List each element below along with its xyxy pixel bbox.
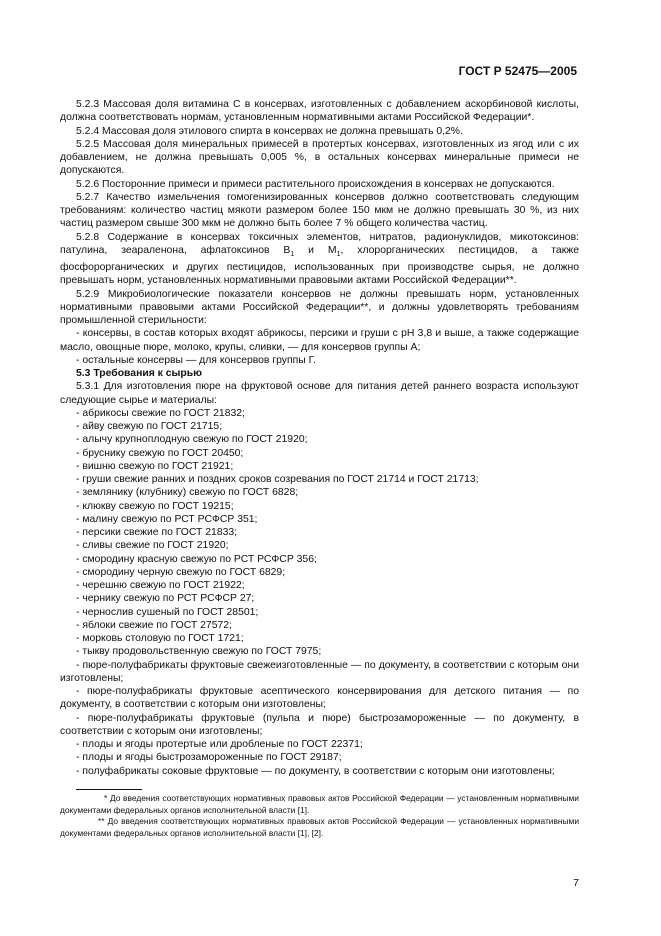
paragraph-5-2-7: 5.2.7 Качество измельчения гомогенизированных консервов должно соответствовать следующим требованиям: количество частиц мякоти размером более 150 мкм не должно превышать 30 %, из них частиц размером свыше 300 мкм не должно быть более 7 % общего количества частиц. — [60, 191, 579, 230]
list-item: - вишню свежую по ГОСТ 21921; — [76, 460, 234, 472]
list-item: - пюре-полуфабрикаты фруктовые асептического консервирования для детского питания — по документу, в соответствии с которым они изготовлены; — [60, 686, 579, 711]
list-item: - черешню свежую по ГОСТ 21922; — [76, 580, 245, 592]
p528-text-a: 5.2.8 Содержание в консервах токсичных элементов, нитратов, радионуклидов, микотоксинов: патулина, зеараленона, афлатоксинов B — [60, 231, 579, 256]
list-item: - морковь столовую по ГОСТ 1721; — [76, 633, 244, 645]
list-item: - смородину черную свежую по ГОСТ 6829; — [76, 566, 286, 578]
paragraph-5-2-8 — [60, 231, 579, 288]
list-item: - чернослив сушеный по ГОСТ 28501; — [76, 606, 259, 618]
list-item: - пюре-полуфабрикаты фруктовые (пульпа и пюре) быстрозамороженные — по документу, в соответствии с которым они изготовлены; — [60, 712, 579, 737]
footnote-2: ** До введения соответствующих нормативных правовых актов Российской Федерации — установленных нормативными документами федеральных органов исполнительной власти [1], [2]. — [60, 816, 579, 838]
paragraph-5-3-1: 5.3.1 Для изготовления пюре на фруктовой основе для питания детей раннего возраста используют следующие сырье и материалы: — [60, 381, 579, 406]
list-item: - алычу крупноплодную свежую по ГОСТ 21920; — [76, 434, 308, 446]
p528-text-b: и M — [294, 244, 337, 256]
raw-materials-list — [60, 407, 579, 778]
list-item: - пюре-полуфабрикаты фруктовые свежеизготовленные — по документу, в соответствии с которым они изготовлены; — [60, 659, 579, 684]
list-item: - землянику (клубнику) свежую по ГОСТ 6828; — [76, 487, 299, 499]
footnotes — [60, 793, 579, 839]
section-heading-5-3: 5.3 Требования к сырью — [76, 368, 203, 380]
paragraph-5-2-6: 5.2.6 Посторонние примеси и примеси растительного происхождения в консервах не допускаются. — [76, 178, 555, 190]
list-item: - малину свежую по РСТ РСФСР 351; — [76, 513, 258, 525]
footnote-separator — [76, 789, 142, 790]
list-item: - персики свежие по ГОСТ 21833; — [76, 527, 238, 539]
list-item: - полуфабрикаты соковые фруктовые — по документу, в соответствии с которым они изготовлены; — [76, 765, 555, 777]
document-header: ГОСТ Р 52475—2005 — [458, 64, 577, 78]
list-item: - остальные консервы — для консервов группы Г. — [76, 354, 316, 366]
paragraph-5-2-9: 5.2.9 Микробиологические показатели консервов не должны превышать норм, установленных нормативными правовыми актами Российской Федерации**, и должны удовлетворять требованиям промышленной стерильности: — [60, 288, 579, 327]
p528-sub-2: 1 — [336, 250, 341, 258]
footnote-1: * До введения соответствующих нормативных правовых актов Российской Федерации — установленным нормативными документами федеральных органов исполнительной власти [1]. — [60, 793, 579, 815]
paragraph-5-2-4: 5.2.4 Массовая доля этилового спирта в консервах не должна превышать 0,2%. — [76, 125, 463, 137]
paragraph-5-2-3: 5.2.3 Массовая доля витамина С в консервах, изготовленных с добавлением аскорбиновой кислоты, должна соответствовать нормам, установленным нормативными актами Российской Федерации*. — [60, 99, 579, 124]
list-item: - чернику свежую по РСТ РСФСР 27; — [76, 593, 255, 605]
list-item: - консервы, в состав которых входят абрикосы, персики и груши с pH 3,8 и выше, а также содержащие масло, овощные пюре, молоко, крупы, сливки, — для консервов группы А; — [60, 328, 579, 353]
list-item: - плоды и ягоды протертые или дробленые по ГОСТ 22371; — [76, 739, 363, 751]
list-item: - тыкву продовольственную свежую по ГОСТ 7975; — [76, 646, 322, 658]
list-item: - плоды и ягоды быстрозамороженные по ГОСТ 29187; — [76, 752, 342, 764]
list-item: - смородину красную свежую по РСТ РСФСР 356; — [76, 553, 317, 565]
list-item: - айву свежую по ГОСТ 21715; — [76, 421, 223, 433]
document-body — [60, 98, 579, 778]
list-item: - яблоки свежие по ГОСТ 27572; — [76, 619, 232, 631]
p528-text-c: , хлорорганических пестицидов, а также фосфорорганических и других пестицидов, использованных при производстве сырья, не должно превышать норм, установленных нормативными правовыми актами Российской Федерации**. — [60, 244, 579, 287]
list-item: - сливы свежие по ГОСТ 21920; — [76, 540, 229, 552]
list-item: - клюкву свежую по ГОСТ 19215; — [76, 500, 234, 512]
list-item: - бруснику свежую по ГОСТ 20450; — [76, 447, 244, 459]
page-number: 7 — [573, 877, 579, 889]
p528-sub-1: 1 — [290, 250, 295, 258]
list-item: - груши свежие ранних и поздних сроков созревания по ГОСТ 21714 и ГОСТ 21713; — [76, 474, 479, 486]
list-item: - абрикосы свежие по ГОСТ 21832; — [76, 407, 245, 419]
paragraph-5-2-5: 5.2.5 Массовая доля минеральных примесей в протертых консервах, изготовленных из ягод или с их добавлением, не должна превышать 0,005 %, в остальных консервах минеральные примеси не допускаются. — [60, 138, 579, 177]
